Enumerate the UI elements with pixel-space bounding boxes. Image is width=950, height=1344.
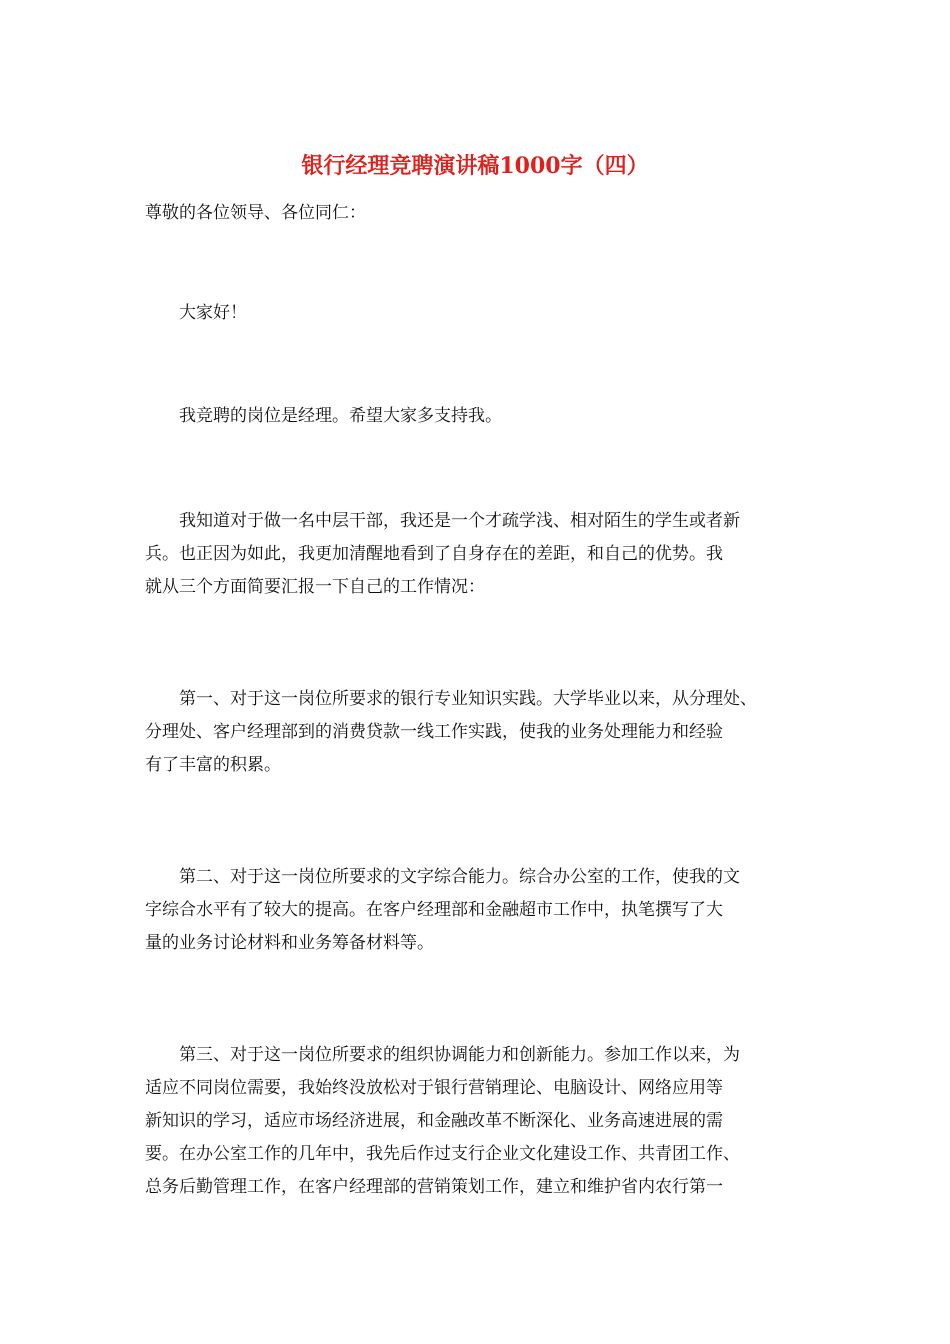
text-line: 有了丰富的积累。 [145, 755, 281, 775]
text-line: 分理处、客户经理部到的消费贷款一线工作实践，使我的业务处理能力和经验 [145, 722, 723, 742]
text-line: 新知识的学习，适应市场经济进展，和金融改革不断深化、业务高速进展的需 [145, 1111, 723, 1131]
second-point-paragraph [145, 861, 740, 960]
text-line: 兵。也正因为如此，我更加清醒地看到了自身存在的差距，和自己的优势。我 [145, 544, 723, 564]
text-line: 量的业务讨论材料和业务筹备材料等。 [145, 933, 434, 953]
position-paragraph [145, 400, 502, 433]
third-point-paragraph [145, 1039, 740, 1204]
text-line: 总务后勤管理工作，在客户经理部的营销策划工作，建立和维护省内农行第一 [145, 1177, 723, 1197]
text-line: 要。在办公室工作的几年中，我先后作过支行企业文化建设工作、共青团工作、 [145, 1144, 740, 1164]
text-line: 字综合水平有了较大的提高。在客户经理部和金融超市工作中，执笔撰写了大 [145, 900, 723, 920]
text-line: 我知道对于做一名中层干部，我还是一个才疏学浅、相对陌生的学生或者新 [145, 511, 740, 531]
intro-paragraph [145, 505, 740, 604]
document-title: 银行经理竞聘演讲稿1000字（四） [301, 153, 649, 179]
text-line: 第一、对于这一岗位所要求的银行专业知识实践。大学毕业以来，从分理处、 [145, 689, 757, 709]
salutation-paragraph [145, 197, 366, 230]
text-line: 第三、对于这一岗位所要求的组织协调能力和创新能力。参加工作以来，为 [145, 1045, 740, 1065]
text-line: 我竞聘的岗位是经理。希望大家多支持我。 [145, 406, 502, 426]
text-line: 第二、对于这一岗位所要求的文字综合能力。综合办公室的工作，使我的文 [145, 867, 740, 887]
first-point-paragraph [145, 683, 757, 782]
text-line: 大家好！ [145, 303, 247, 323]
text-line: 适应不同岗位需要，我始终没放松对于银行营销理论、电脑设计、网络应用等 [145, 1078, 723, 1098]
text-line: 就从三个方面简要汇报一下自己的工作情况： [145, 577, 485, 597]
text-line: 尊敬的各位领导、各位同仁： [145, 203, 366, 223]
greeting-paragraph [145, 297, 247, 330]
